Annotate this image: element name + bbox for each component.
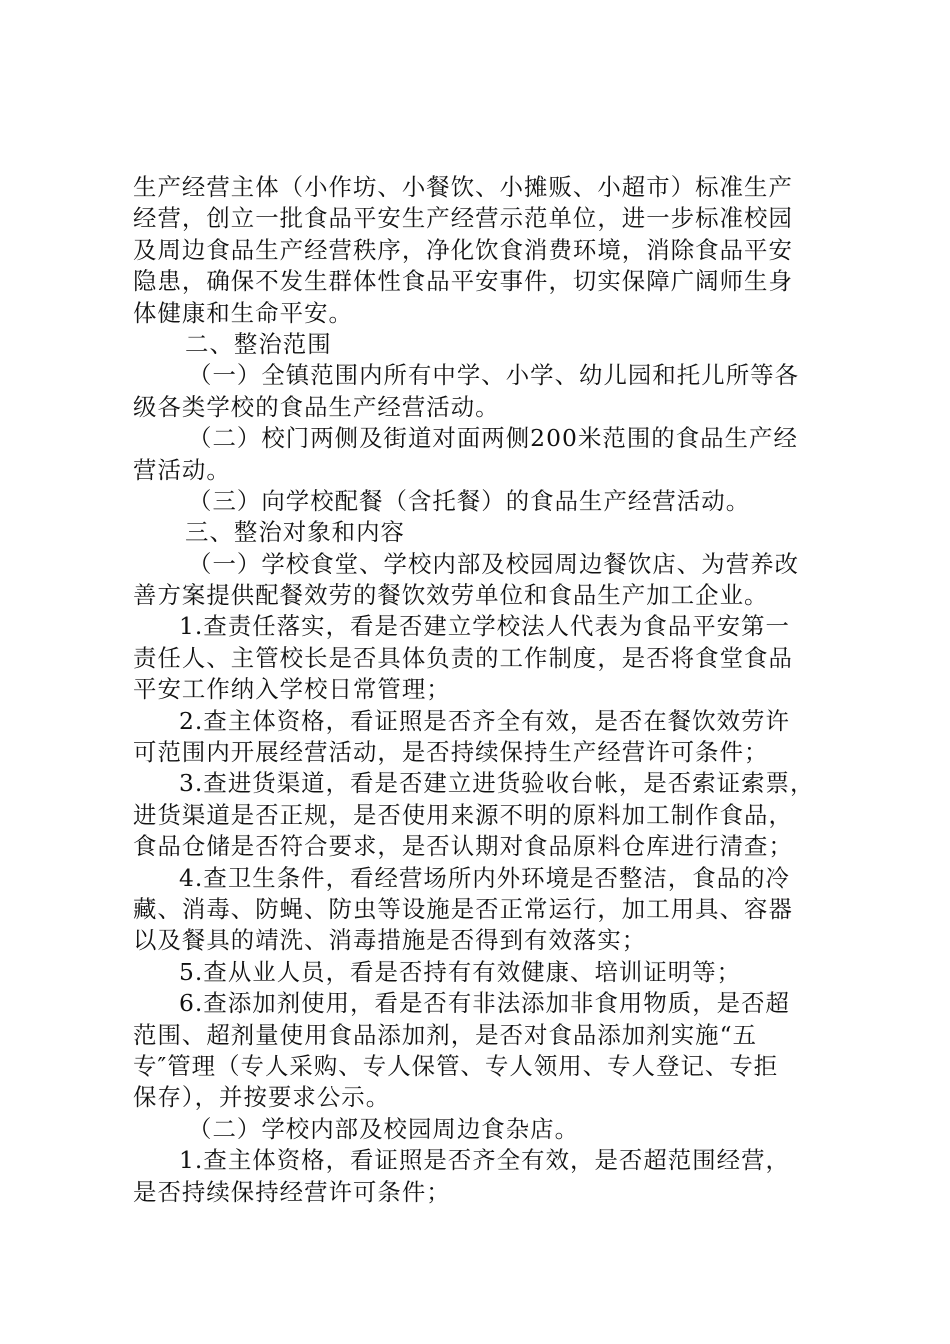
text-line: 责任人、主管校长是否具体负责的工作制度，是否将食堂食品 xyxy=(133,643,793,672)
text-line: 三、整治对象和内容 xyxy=(185,518,405,547)
text-line: 体健康和生命平安。 xyxy=(133,298,353,327)
text-line: 进货渠道是否正规，是否使用来源不明的原料加工制作食品， xyxy=(133,800,793,829)
text-line: 及周边食品生产经营秩序，净化饮食消费环境，消除食品平安 xyxy=(133,235,793,264)
document-body xyxy=(133,172,823,1208)
text-line: （三）向学校配餐（含托餐）的食品生产经营活动。 xyxy=(188,486,751,515)
text-line: 范围、超剂量使用食品添加剂，是否对食品添加剂实施“五 xyxy=(133,1020,758,1049)
text-line: 经营，创立一批食品平安生产经营示范单位，进一步标准校园 xyxy=(133,204,793,233)
text-line: 营活动。 xyxy=(133,455,231,484)
text-line: 2.查主体资格，看证照是否齐全有效，是否在餐饮效劳许 xyxy=(179,706,790,735)
text-line: 隐患，确保不发生群体性食品平安事件，切实保障广阔师生身 xyxy=(133,267,793,296)
text-line: 保存），并按要求公示。 xyxy=(133,1083,391,1112)
text-line: 食品仓储是否符合要求，是否认期对食品原料仓库进行清查； xyxy=(133,832,793,861)
text-line: 专″管理（专人采购、专人保管、专人领用、专人登记、专拒 xyxy=(133,1051,779,1080)
text-line: 4.查卫生条件，看经营场所内外环境是否整洁，食品的冷 xyxy=(179,863,790,892)
text-line: 二、整治范围 xyxy=(185,329,332,358)
text-line: 1.查主体资格，看证照是否齐全有效，是否超范围经营， xyxy=(179,1146,790,1175)
text-line: （一）全镇范围内所有中学、小学、幼儿园和托儿所等各 xyxy=(188,361,800,390)
text-line: 级各类学校的食品生产经营活动。 xyxy=(133,392,500,421)
text-line: 藏、消毒、防蝇、防虫等设施是否正常运行，加工用具、容器 xyxy=(133,894,793,923)
text-line: （一）学校食堂、学校内部及校园周边餐饮店、为营养改 xyxy=(188,549,800,578)
text-line: 5.查从业人员，看是否持有有效健康、培训证明等； xyxy=(179,957,742,986)
text-line: 3.查进货渠道，看是否建立进货验收台帐，是否索证索票， xyxy=(179,769,815,798)
text-line: 是否持续保持经营许可条件； xyxy=(133,1177,451,1206)
text-line: （二）学校内部及校园周边食杂店。 xyxy=(188,1114,580,1143)
text-line: 可范围内开展经营活动，是否持续保持生产经营许可条件； xyxy=(133,738,769,767)
text-line: （二）校门两侧及街道对面两侧200米范围的食品生产经 xyxy=(188,424,798,453)
text-line: 1.查责任落实，看是否建立学校法人代表为食品平安第一 xyxy=(179,612,790,641)
text-line: 平安工作纳入学校日常管理； xyxy=(133,675,451,704)
text-line: 6.查添加剂使用，看是否有非法添加非食用物质，是否超 xyxy=(179,989,790,1018)
text-line: 以及餐具的靖洗、消毒措施是否得到有效落实； xyxy=(133,926,647,955)
text-line: 善方案提供配餐效劳的餐饮效劳单位和食品生产加工企业。 xyxy=(133,581,769,610)
text-line: 生产经营主体（小作坊、小餐饮、小摊贩、小超市）标准生产 xyxy=(133,173,793,201)
